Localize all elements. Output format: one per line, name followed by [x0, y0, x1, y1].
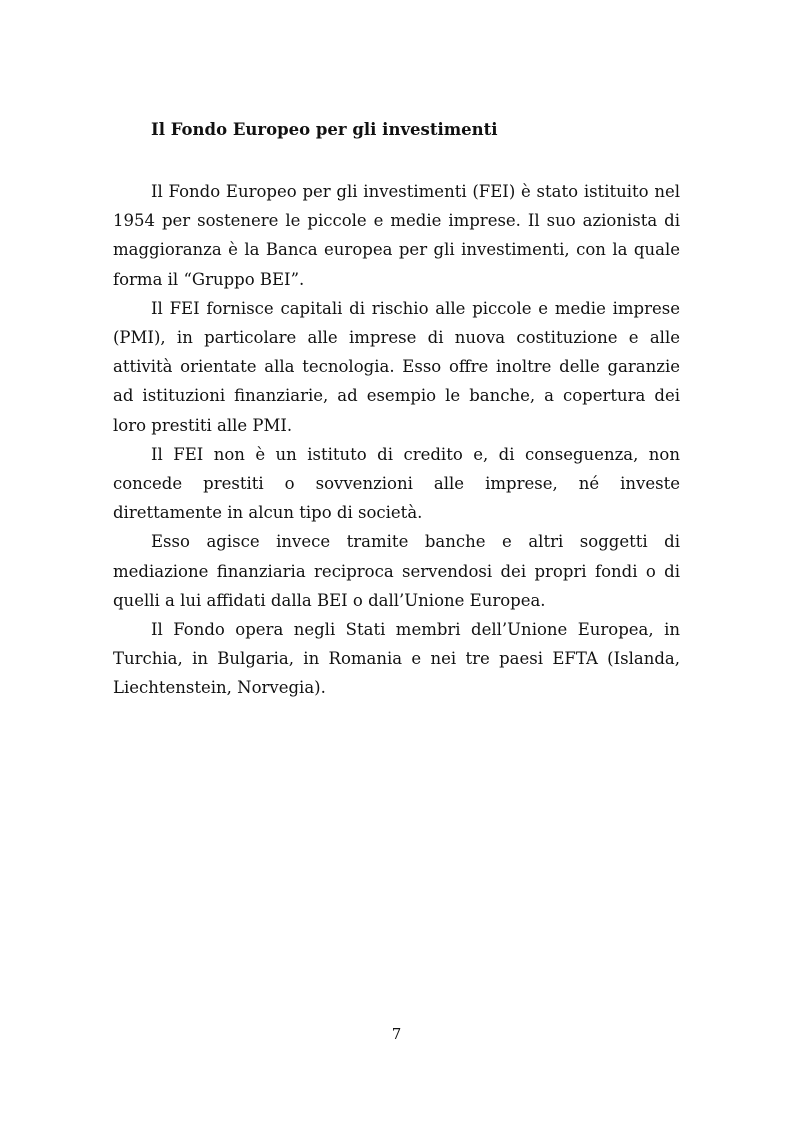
page-number: 7: [391, 1025, 402, 1043]
paragraph: Il FEI non è un istituto di credito e, di conseguenza, non concede prestiti o sovvenzioni alle imprese, né investe direttamente in alcun tipo di società.: [113, 444, 680, 523]
paragraph: Il Fondo Europeo per gli investimenti (FEI) è stato istituito nel 1954 per sostenere le piccole e medie imprese. Il suo azionista di maggioranza è la Banca europea per gli investimenti, con la quale forma il “Gruppo BEI”.: [113, 182, 680, 289]
paragraph: Esso agisce invece tramite banche e altri soggetti di mediazione finanziaria reciproca servendosi dei propri fondi o di quelli a lui affidati dalla BEI o dall’Unione Europea.: [113, 532, 680, 610]
body-text: [113, 177, 680, 703]
paragraph: Il FEI fornisce capitali di rischio alle piccole e medie imprese (PMI), in particolare alle imprese di nuova costituzione e alle attività orientate alla tecnologia. Esso offre inoltre delle garanzie ad istituzioni finanziarie, ad esempio le banche, a copertura dei loro prestiti alle PMI.: [113, 298, 680, 435]
paragraph: Il Fondo opera negli Stati membri dell’Unione Europea, in Turchia, in Bulgaria, in Romania e nei tre paesi EFTA (Islanda, Liechtenstein, Norvegia).: [113, 620, 680, 698]
section-heading: Il Fondo Europeo per gli investimenti: [151, 120, 498, 139]
